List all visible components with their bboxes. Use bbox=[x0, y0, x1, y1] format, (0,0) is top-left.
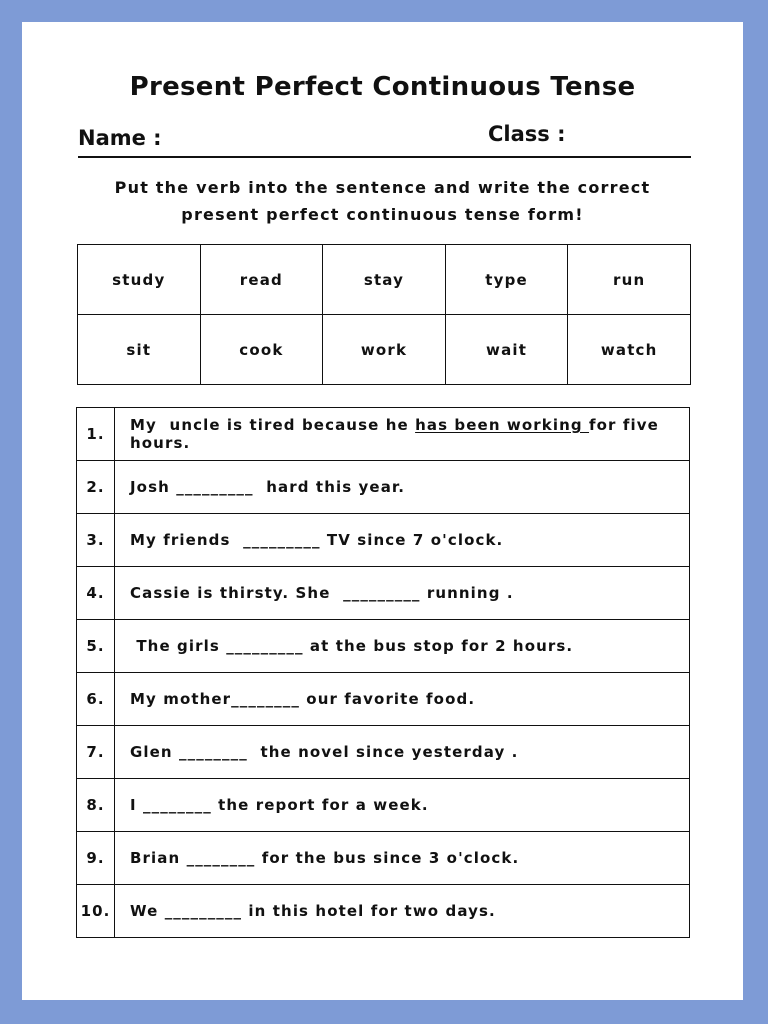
exercise-row bbox=[77, 567, 690, 620]
verb-cell: work bbox=[323, 315, 446, 385]
class-label: Class : bbox=[488, 122, 566, 146]
exercise-sentence[interactable]: My friends _________ TV since 7 o'clock. bbox=[115, 514, 690, 567]
exercise-sentence[interactable]: My mother________ our favorite food. bbox=[115, 673, 690, 726]
verb-cell: sit bbox=[78, 315, 201, 385]
exercise-row bbox=[77, 885, 690, 938]
exercise-number: 4. bbox=[77, 567, 115, 620]
exercise-sentence[interactable]: Cassie is thirsty. She _________ running . bbox=[115, 567, 690, 620]
exercise-row bbox=[77, 673, 690, 726]
sentence-end: for five hours. bbox=[130, 416, 666, 452]
exercise-sentence[interactable]: We _________ in this hotel for two days. bbox=[115, 885, 690, 938]
exercise-row bbox=[77, 620, 690, 673]
verb-cell: cook bbox=[200, 315, 323, 385]
exercise-row bbox=[77, 408, 690, 461]
exercise-table bbox=[76, 407, 690, 938]
verb-cell: read bbox=[200, 245, 323, 315]
exercise-sentence[interactable]: Glen ________ the novel since yesterday . bbox=[115, 726, 690, 779]
verb-bank-row bbox=[78, 245, 691, 315]
verb-cell: wait bbox=[445, 315, 568, 385]
exercise-number: 3. bbox=[77, 514, 115, 567]
exercise-number: 5. bbox=[77, 620, 115, 673]
verb-cell: watch bbox=[568, 315, 691, 385]
exercise-row bbox=[77, 832, 690, 885]
exercise-number: 10. bbox=[77, 885, 115, 938]
verb-bank-table bbox=[77, 244, 691, 385]
instructions: Put the verb into the sentence and write the correct present perfect continuous tense form! bbox=[114, 178, 651, 224]
verb-cell: stay bbox=[323, 245, 446, 315]
exercise-number: 8. bbox=[77, 779, 115, 832]
name-class-line bbox=[78, 122, 691, 158]
exercise-row bbox=[77, 461, 690, 514]
exercise-number: 2. bbox=[77, 461, 115, 514]
exercise-row bbox=[77, 726, 690, 779]
page-title: Present Perfect Continuous Tense bbox=[129, 72, 636, 102]
exercise-row bbox=[77, 779, 690, 832]
exercise-number: 6. bbox=[77, 673, 115, 726]
example-answer: has been working bbox=[415, 416, 590, 434]
exercise-number: 1. bbox=[77, 408, 115, 461]
sentence-start: My uncle is tired because he bbox=[130, 416, 416, 434]
verb-cell: run bbox=[568, 245, 691, 315]
exercise-number: 7. bbox=[77, 726, 115, 779]
worksheet-page bbox=[22, 22, 743, 1000]
exercise-sentence[interactable]: Josh _________ hard this year. bbox=[115, 461, 690, 514]
exercise-sentence bbox=[115, 408, 690, 461]
exercise-number: 9. bbox=[77, 832, 115, 885]
verb-cell: type bbox=[445, 245, 568, 315]
verb-bank-row bbox=[78, 315, 691, 385]
exercise-sentence[interactable]: Brian ________ for the bus since 3 o'clock. bbox=[115, 832, 690, 885]
exercise-row bbox=[77, 514, 690, 567]
exercise-sentence[interactable]: The girls _________ at the bus stop for 2 hours. bbox=[115, 620, 690, 673]
exercise-sentence[interactable]: I ________ the report for a week. bbox=[115, 779, 690, 832]
name-label: Name : bbox=[78, 126, 162, 150]
verb-cell: study bbox=[78, 245, 201, 315]
